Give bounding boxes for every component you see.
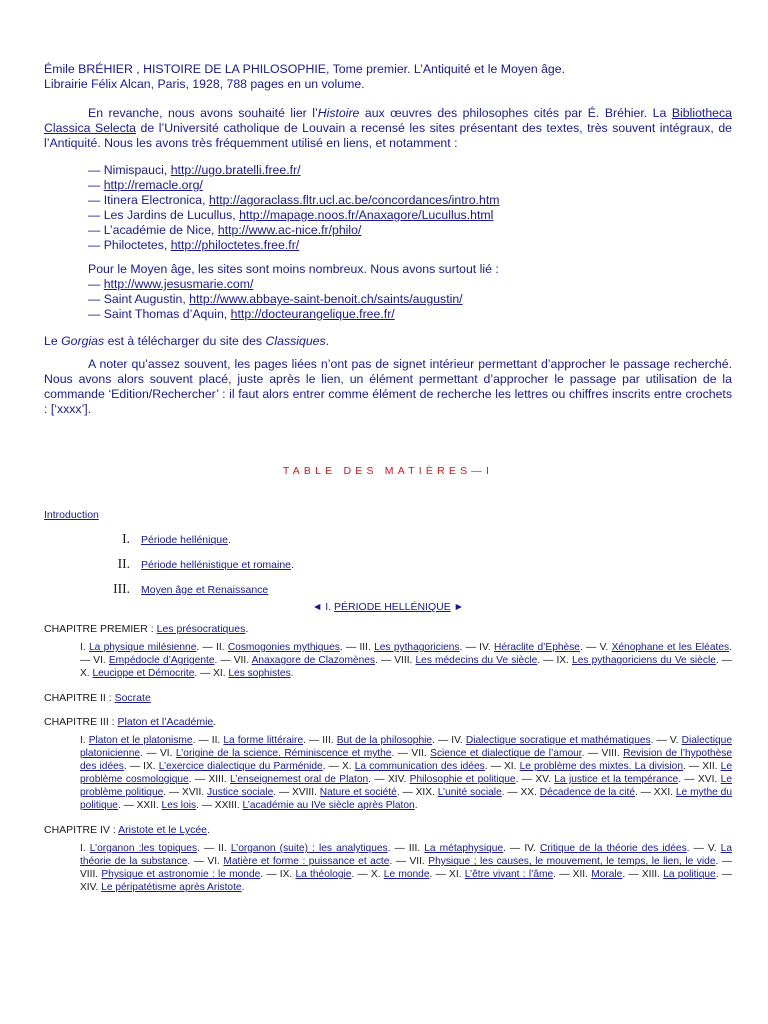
gorgias-line xyxy=(44,334,732,349)
section-link[interactable]: La théorie de la substance xyxy=(80,843,732,867)
section-link[interactable]: La politique xyxy=(663,869,716,880)
period-number: II. xyxy=(117,556,130,571)
section-link[interactable]: Matière et forme : puissance et acte xyxy=(223,856,390,867)
section-separator: . — XII. xyxy=(553,869,592,880)
section-separator: . — XVI. xyxy=(678,774,721,785)
section-separator: . xyxy=(241,882,245,893)
chapter-heading xyxy=(44,692,732,704)
chapter-link[interactable]: Aristote et le Lycée xyxy=(118,824,208,836)
moyen-age-intro: Pour le Moyen âge, les sites sont moins nombreux. Nous avons surtout lié : xyxy=(88,262,499,276)
section-link[interactable]: Anaxagore de Clazomènes xyxy=(251,655,376,666)
chapter-link[interactable]: Platon et l’Académie xyxy=(117,716,214,728)
section-separator: . — IV. xyxy=(432,735,466,746)
section-link[interactable]: Les médecins du Ve siècle xyxy=(415,655,538,666)
section-link[interactable]: Physique ; les causes, le mouvement, le temps, le lien, le vide xyxy=(428,856,716,867)
emphasis: Histoire xyxy=(317,106,360,120)
site-item xyxy=(88,208,732,223)
intro-paragraph xyxy=(44,106,732,151)
section-link[interactable]: Xénophane et les Eléates xyxy=(611,642,730,653)
section-separator: . — XI. xyxy=(194,668,229,679)
section-link[interactable]: Les pythagoriciens xyxy=(374,642,460,653)
section-link[interactable]: Le problème cosmologique xyxy=(80,761,733,785)
chapters-list xyxy=(44,623,732,894)
section-number: I. xyxy=(80,642,89,653)
site-link[interactable]: http://mapage.noos.fr/Anaxagore/Lucullus.html xyxy=(239,208,494,222)
section-separator: . — XXI. xyxy=(635,787,676,798)
section-link[interactable]: Dialectique socratique et mathématiques xyxy=(465,735,651,746)
section-link[interactable]: La physique milésienne xyxy=(88,642,197,653)
site-item xyxy=(88,223,732,238)
period-link[interactable]: Moyen âge et Renaissance xyxy=(141,584,269,596)
site-link[interactable]: http://www.ac-nice.fr/philo/ xyxy=(217,223,362,237)
section-link[interactable]: La théologie xyxy=(295,869,352,880)
site-label: — Philoctetes, xyxy=(88,238,171,252)
site-label: — Les Jardins de Lucullus, xyxy=(88,208,240,222)
emphasis: Gorgias xyxy=(61,334,105,348)
site-label: — Saint Thomas d’Aquin, xyxy=(88,307,231,321)
section-link[interactable]: Le monde xyxy=(383,869,430,880)
chapter-link[interactable]: Les présocratiques xyxy=(156,623,246,635)
text: . xyxy=(227,534,231,546)
book-reference xyxy=(44,62,732,92)
next-arrow-icon[interactable]: ► xyxy=(450,601,465,613)
section-link[interactable]: L’origine de la science. Réminiscence et mythe xyxy=(175,748,392,759)
section-separator: . — VIII. xyxy=(375,655,416,666)
section-separator: . — XX. xyxy=(501,787,540,798)
site-link[interactable]: http://remacle.org/ xyxy=(103,178,203,192)
site-item xyxy=(88,193,732,208)
text: . xyxy=(207,824,210,836)
section-separator: . — X. xyxy=(351,869,384,880)
site-label: — Nimispauci, xyxy=(88,163,171,177)
text: En revanche, nous avons souhaité lier l’ xyxy=(88,106,318,120)
section-link[interactable]: L’organon :les topiques xyxy=(89,843,198,854)
section-separator: . — VII. xyxy=(389,856,429,867)
search-note-paragraph: A noter qu’assez souvent, les pages liées n’ont pas de signet intérieur permettant d’approcher le passage recherché. Nous avons alors souvent placé, juste après le lien, un élément permettant d’approcher le passage par utilisation de la commande ‘Edition/Rechercher’ : il faut alors entrer comme élément de recherche les lettres ou chiffres inscrits entre crochets : [‘xxxx’]. xyxy=(44,357,732,416)
section-link[interactable]: Justice sociale xyxy=(206,787,274,798)
section-link[interactable]: Empédocle d’Agrigente xyxy=(108,655,215,666)
section-separator: . — V. xyxy=(579,642,612,653)
text: . xyxy=(245,623,249,635)
section-separator: . — IX. xyxy=(123,761,159,772)
section-separator: . — XI. xyxy=(429,869,465,880)
section-link[interactable]: Les sophistes xyxy=(228,668,291,679)
period-link[interactable]: Période hellénique xyxy=(141,534,228,546)
section-separator: . — VI. xyxy=(187,856,224,867)
section-separator: . — XIII. xyxy=(188,774,231,785)
section-separator: . — XXII. xyxy=(117,800,162,811)
section-link[interactable]: La communication des idées xyxy=(354,761,485,772)
section-link[interactable]: Le péripatétisme après Aristote xyxy=(101,882,242,893)
period-label xyxy=(141,534,231,546)
site-label: — Saint Augustin, xyxy=(88,292,190,306)
section-link[interactable]: But de la philosophie xyxy=(336,735,433,746)
section-link[interactable]: Critique de la théorie des idées xyxy=(539,843,687,854)
chapter-sections xyxy=(80,734,732,812)
section-link[interactable]: La justice et la tempérance xyxy=(554,774,679,785)
section-link[interactable]: Nature et société xyxy=(319,787,397,798)
book-title-line: Émile BRÉHIER , HISTOIRE DE LA PHILOSOPHIE, Tome premier. L’Antiquité et le Moyen âge. xyxy=(44,62,566,76)
section-separator: . — V. xyxy=(686,843,721,854)
site-item xyxy=(88,277,732,292)
section-separator: . — XXIII. xyxy=(196,800,243,811)
section-link[interactable]: Leucippe et Démocrite xyxy=(92,668,195,679)
section-separator: . — XVIII. xyxy=(273,787,320,798)
section-separator: . — IX. xyxy=(260,869,296,880)
section-link[interactable]: Héraclite d’Ephèse xyxy=(493,642,580,653)
section-separator: . — XII. xyxy=(683,761,721,772)
section-link[interactable]: Les lois xyxy=(161,800,197,811)
site-link[interactable]: http://ugo.bratelli.free.fr/ xyxy=(170,163,301,177)
introduction-link[interactable]: Introduction xyxy=(44,509,99,521)
section-separator: . — VIII. xyxy=(80,856,733,880)
text: . xyxy=(291,559,294,571)
emphasis: Classiques xyxy=(265,334,326,348)
period-item xyxy=(102,531,732,547)
chapter-number: CHAPITRE IV : xyxy=(44,824,119,836)
section-link[interactable]: L’académie au IVe siècle après Platon xyxy=(242,800,415,811)
section-link[interactable]: Philosophie et politique xyxy=(409,774,516,785)
period-number: I. xyxy=(122,531,130,546)
section-separator: . — XI. xyxy=(484,761,520,772)
site-link[interactable]: http://docteurangelique.free.fr/ xyxy=(230,307,395,321)
section-link[interactable]: L’enseignemest oral de Platon xyxy=(230,774,369,785)
text: aux œuvres des philosophes cités par É. Bréhier. La xyxy=(359,106,672,120)
section-separator: . — X. xyxy=(322,761,355,772)
section-number: I. xyxy=(80,735,89,746)
text: de l’Université catholique de Louvain a recensé les sites présentant des textes, très souvent intégraux, de l’Antiquité. Nous les avons très fréquemment utilisé en liens, et notamment : xyxy=(44,121,732,150)
chapter-number: CHAPITRE III : xyxy=(44,716,118,728)
chapter-sections xyxy=(80,842,732,894)
section-separator: . — VII. xyxy=(214,655,252,666)
section-number: I. xyxy=(80,843,90,854)
section-link[interactable]: La forme littéraire xyxy=(223,735,304,746)
section-separator: . — II. xyxy=(192,735,224,746)
section-separator: . — X. xyxy=(80,655,733,679)
section-separator: . — XIV. xyxy=(368,774,410,785)
section-link[interactable]: L’unité sociale xyxy=(437,787,502,798)
section-link[interactable]: Le mythe du politique xyxy=(80,787,733,811)
section-separator: . xyxy=(414,800,418,811)
section-separator: . — III. xyxy=(339,642,375,653)
chapter-link[interactable]: Socrate xyxy=(114,692,151,704)
section-separator: . — II. xyxy=(196,642,228,653)
text: Le xyxy=(44,334,62,348)
chapter-heading xyxy=(44,716,732,728)
section-link[interactable]: Décadence de la cité xyxy=(539,787,636,798)
section-link[interactable]: Science et dialectique de l’amour xyxy=(430,748,582,759)
moyen-age-list xyxy=(88,262,732,322)
section-separator: . — III. xyxy=(387,843,425,854)
section-separator: . — V. xyxy=(650,735,682,746)
book-publisher-line: Librairie Félix Alcan, Paris, 1928, 788 pages en un volume. xyxy=(44,77,365,91)
toc-introduction xyxy=(44,509,732,521)
sites-list xyxy=(88,163,732,253)
section-link[interactable]: Morale xyxy=(591,869,623,880)
document-page xyxy=(44,62,732,894)
text: est à télécharger du site des xyxy=(104,334,266,348)
section-separator: . — IV. xyxy=(459,642,494,653)
section-separator: . — XIII. xyxy=(622,869,664,880)
toc-title: TABLE DES MATIÈRES—I xyxy=(282,465,494,477)
period-navigation xyxy=(44,601,732,613)
period-item xyxy=(102,581,732,597)
bibliotheca-link[interactable]: Bibliotheca Classica Selecta xyxy=(44,106,732,135)
text: . xyxy=(213,716,217,728)
section-separator: . — XIV. xyxy=(80,869,732,893)
site-label: — xyxy=(88,277,104,291)
site-link[interactable]: http://agoraclass.fltr.ucl.ac.be/concordances/intro.htm xyxy=(208,193,500,207)
site-item xyxy=(88,238,732,253)
chapter-heading xyxy=(44,623,732,635)
period-number: III. xyxy=(113,581,130,596)
section-link[interactable]: L’exercice dialectique du Parménide xyxy=(158,761,323,772)
chapter-heading xyxy=(44,824,732,836)
section-link[interactable]: La métaphysique xyxy=(424,843,504,854)
section-link[interactable]: Le problème des mixtes. La division xyxy=(519,761,683,772)
section-link[interactable]: Le problème politique xyxy=(80,774,732,798)
section-separator: . — VIII. xyxy=(581,748,624,759)
chapter-number: CHAPITRE PREMIER : xyxy=(44,623,157,635)
section-link[interactable]: Les pythagoriciens du Ve siècle xyxy=(572,655,716,666)
section-separator: . — IX. xyxy=(537,655,573,666)
period-nav-link[interactable]: PÉRIODE HELLÉNIQUE xyxy=(334,601,451,613)
site-label: — Itinera Electronica, xyxy=(88,193,209,207)
period-label xyxy=(141,584,268,596)
section-link[interactable]: L’être vivant : l’âme xyxy=(464,869,554,880)
section-separator: . xyxy=(290,668,294,679)
site-item xyxy=(88,163,732,178)
section-link[interactable]: Physique et astronomie : le monde xyxy=(101,869,261,880)
prev-arrow-icon[interactable]: ◄ I. xyxy=(311,601,335,613)
section-separator: . — VII. xyxy=(391,748,431,759)
site-label: — L’académie de Nice, xyxy=(88,223,218,237)
section-separator: . — VI. xyxy=(80,642,732,666)
section-link[interactable]: Revision de l’hypothèse des idées xyxy=(80,748,732,772)
section-link[interactable]: L’organon (suite) : les analytiques xyxy=(230,843,388,854)
chapter-number: CHAPITRE II : xyxy=(44,692,115,704)
site-link[interactable]: http://www.abbaye-saint-benoit.ch/saints/augustin/ xyxy=(189,292,463,306)
section-link[interactable]: Cosmogonies mythiques xyxy=(227,642,340,653)
site-label: — xyxy=(88,178,104,192)
period-item xyxy=(102,556,732,572)
chapter-sections xyxy=(80,641,732,680)
section-separator: . — XIX. xyxy=(396,787,438,798)
section-link[interactable]: Dialectique platonicienne xyxy=(80,735,732,759)
site-link[interactable]: http://philoctetes.free.fr/ xyxy=(170,238,300,252)
section-separator: . — II. xyxy=(197,843,231,854)
site-item xyxy=(88,307,732,322)
section-separator: . — III. xyxy=(303,735,337,746)
section-separator: . — VI. xyxy=(140,748,176,759)
period-link[interactable]: Période hellénistique et romaine xyxy=(141,559,292,571)
site-item xyxy=(88,292,732,307)
text: . xyxy=(325,334,330,348)
section-separator: . — XV. xyxy=(515,774,555,785)
period-list xyxy=(44,531,732,597)
site-item xyxy=(88,178,732,193)
section-link[interactable]: Platon et le platonisme xyxy=(88,735,193,746)
period-label xyxy=(141,559,294,571)
site-link[interactable]: http://www.jesusmarie.com/ xyxy=(103,277,254,291)
section-separator: . — XVII. xyxy=(163,787,207,798)
section-separator: . — IV. xyxy=(503,843,540,854)
